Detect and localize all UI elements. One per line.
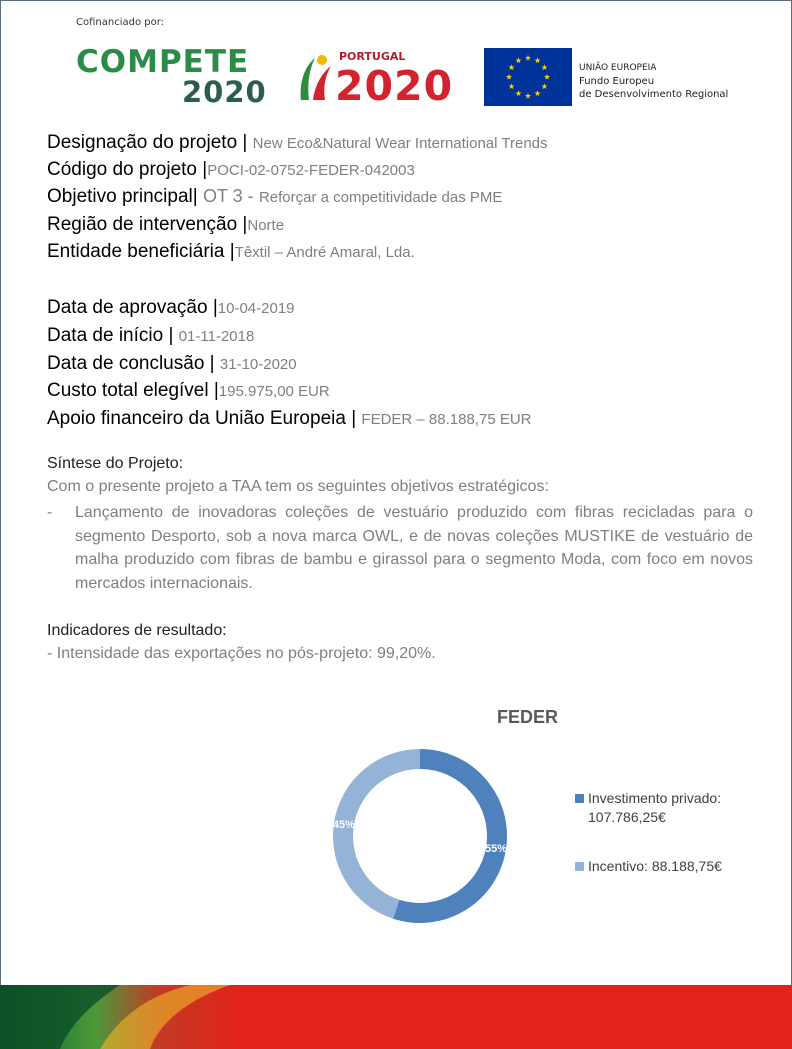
objetivo-code: OT 3 - bbox=[202, 186, 254, 206]
custo-row bbox=[47, 380, 330, 402]
codigo-value: POCI-02-0752-FEDER-042003 bbox=[207, 162, 415, 179]
legend-amount-privado: 107.786,25€ bbox=[588, 809, 666, 825]
legend-label-privado: Investimento privado: bbox=[588, 790, 722, 806]
designacao-value: New Eco&Natural Wear International Trends bbox=[252, 135, 548, 152]
donut-slice-1 bbox=[333, 749, 420, 919]
legend-amount-incentivo: 88.188,75€ bbox=[651, 858, 722, 874]
inicio-value: 01-11-2018 bbox=[178, 328, 255, 345]
apoio-row bbox=[47, 408, 532, 430]
donut-chart bbox=[320, 740, 520, 940]
aprovacao-value: 10-04-2019 bbox=[217, 300, 295, 317]
bullet-dash: - bbox=[47, 504, 53, 521]
regiao-row bbox=[47, 214, 284, 236]
compete-year: 2020 bbox=[182, 75, 267, 109]
chart-title: FEDER bbox=[497, 707, 559, 727]
inicio-row bbox=[47, 325, 254, 347]
aprovacao-label: Data de aprovação | bbox=[47, 297, 218, 318]
sintese-bullet bbox=[47, 501, 753, 595]
sintese-title: Síntese do Projeto: bbox=[47, 455, 184, 472]
objetivo-value: Reforçar a competitividade das PME bbox=[258, 189, 503, 206]
eu-line3: de Desenvolvimento Regional bbox=[579, 89, 729, 100]
indicadores-title: Indicadores de resultado: bbox=[47, 622, 227, 639]
eu-line2: Fundo Europeu bbox=[579, 76, 655, 87]
entidade-row bbox=[47, 241, 415, 263]
objetivo-row bbox=[47, 186, 502, 208]
conclusao-value: 31-10-2020 bbox=[219, 356, 297, 373]
cofinanced-label: Cofinanciado por: bbox=[76, 17, 165, 28]
eu-fund-label bbox=[579, 62, 728, 101]
designacao-row bbox=[47, 132, 548, 154]
entidade-label: Entidade beneficiária | bbox=[47, 241, 235, 262]
regiao-value: Norte bbox=[247, 217, 285, 234]
portugal-year: 2020 bbox=[335, 62, 454, 110]
legend-item-privado bbox=[575, 790, 721, 825]
legend-swatch-privado bbox=[575, 794, 584, 803]
custo-value: 195.975,00 EUR bbox=[218, 383, 330, 400]
donut-label-1: 45% bbox=[332, 818, 355, 831]
entidade-value: Têxtil – André Amaral, Lda. bbox=[234, 244, 415, 261]
legend-swatch-incentivo bbox=[575, 862, 584, 871]
codigo-label: Código do projeto | bbox=[47, 159, 208, 180]
custo-label: Custo total elegível | bbox=[47, 380, 219, 401]
portugal-label: PORTUGAL bbox=[339, 50, 406, 63]
conclusao-label: Data de conclusão | bbox=[47, 353, 215, 374]
compete-2020-logo bbox=[76, 44, 268, 108]
footer-band bbox=[0, 985, 792, 1049]
sintese-intro: Com o presente projeto a TAA tem os seguintes objetivos estratégicos: bbox=[47, 478, 549, 495]
aprovacao-row bbox=[47, 297, 295, 319]
apoio-value: FEDER – 88.188,75 EUR bbox=[361, 411, 532, 428]
donut-label-0: 55% bbox=[485, 843, 508, 856]
legend-label-incentivo: Incentivo: bbox=[588, 858, 648, 874]
eu-flag-icon bbox=[484, 48, 572, 106]
apoio-label: Apoio financeiro da União Europeia | bbox=[47, 408, 357, 429]
codigo-row bbox=[47, 159, 415, 181]
objetivo-label: Objetivo principal| bbox=[47, 186, 198, 207]
portugal-2020-emblem-icon bbox=[295, 52, 335, 104]
donut-slice-0 bbox=[393, 749, 507, 923]
compete-word: COMPETE bbox=[76, 44, 250, 80]
designacao-label: Designação do projeto | bbox=[47, 132, 248, 153]
portugal-2020-logo bbox=[295, 50, 465, 110]
regiao-label: Região de intervenção | bbox=[47, 214, 248, 235]
bullet-text: Lançamento de inovadoras coleções de vestuário produzido com fibras recicladas para o segmento Desporto, sob a nova marca OWL, e de novas coleções MUSTIKE de vestuário de malha produzido com fibras de bambu e girassol para o segmento Moda, com foco em novos mercados internacionais. bbox=[75, 504, 753, 592]
eu-line1: UNIÃO EUROPEIA bbox=[579, 63, 657, 73]
indicadores-item: - Intensidade das exportações no pós-projeto: 99,20%. bbox=[47, 645, 436, 662]
conclusao-row bbox=[47, 353, 297, 375]
inicio-label: Data de início | bbox=[47, 325, 174, 346]
legend-item-incentivo bbox=[575, 858, 722, 874]
